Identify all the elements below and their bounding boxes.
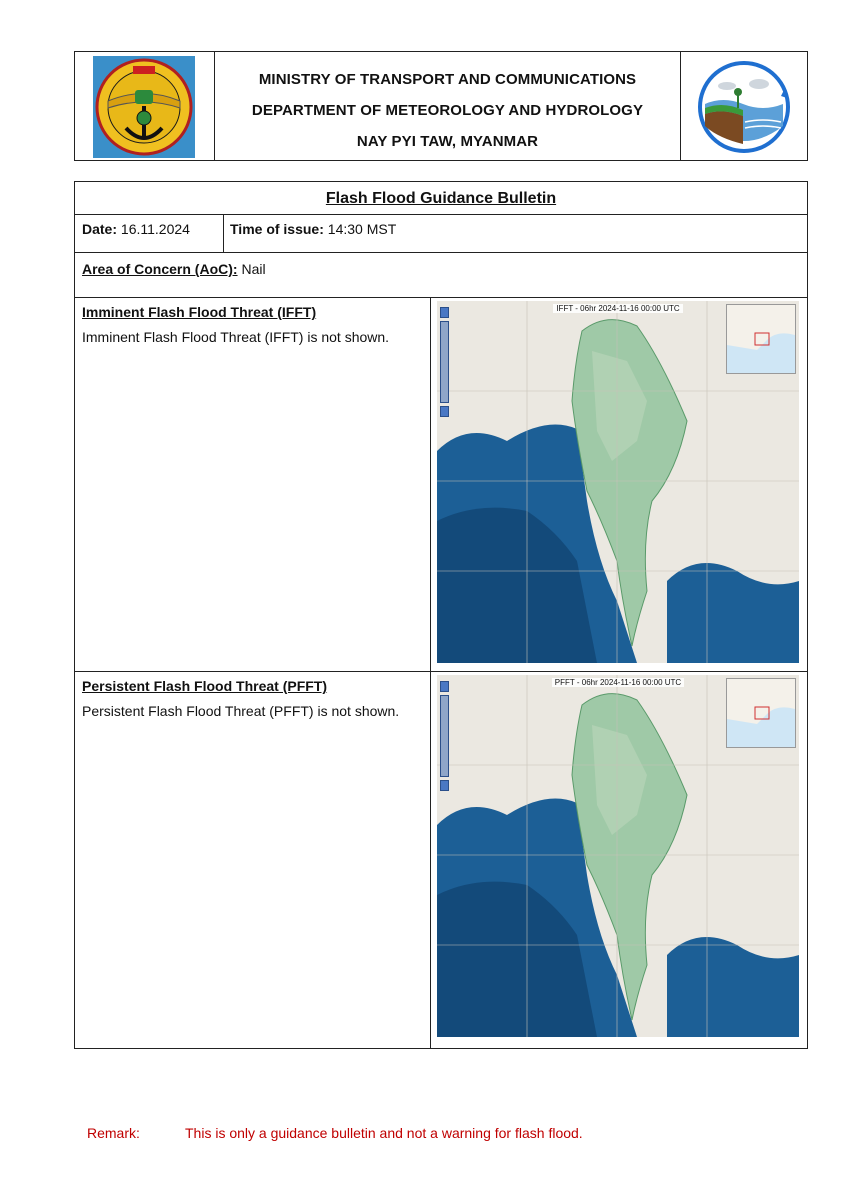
department-logo bbox=[693, 56, 795, 158]
remark-text: This is only a guidance bulletin and not a warning for flash flood. bbox=[185, 1125, 583, 1141]
department-name: DEPARTMENT OF METEOROLOGY AND HYDROLOGY bbox=[251, 102, 644, 119]
aoc-value: Nail bbox=[241, 261, 266, 277]
date-value: 16.11.2024 bbox=[120, 221, 190, 237]
date-label: Date: bbox=[82, 221, 118, 237]
pfft-text-cell bbox=[75, 672, 431, 1048]
ifft-heading: Imminent Flash Flood Threat (IFFT) bbox=[82, 304, 317, 320]
ifft-zoom-control[interactable] bbox=[440, 307, 449, 417]
ifft-map[interactable] bbox=[437, 301, 799, 663]
letterhead-title bbox=[215, 52, 680, 160]
date-time-row bbox=[75, 215, 807, 253]
ifft-section bbox=[75, 298, 807, 672]
zoom-in-icon[interactable] bbox=[440, 681, 449, 692]
aoc-label: Area of Concern (AoC): bbox=[82, 261, 238, 277]
ifft-map-caption: IFFT - 06hr 2024-11-16 00:00 UTC bbox=[437, 304, 799, 313]
remark bbox=[87, 1125, 583, 1141]
bulletin-title: Flash Flood Guidance Bulletin bbox=[75, 182, 807, 215]
zoom-out-icon[interactable] bbox=[440, 406, 449, 417]
ministry-logo bbox=[93, 56, 195, 158]
zoom-slider[interactable] bbox=[440, 695, 449, 777]
pfft-map-caption: PFFT - 06hr 2024-11-16 00:00 UTC bbox=[437, 678, 799, 687]
bulletin-table bbox=[74, 181, 808, 1049]
time-label: Time of issue: bbox=[230, 221, 324, 237]
letterhead-right-cell bbox=[680, 52, 807, 160]
pfft-heading: Persistent Flash Flood Threat (PFFT) bbox=[82, 678, 328, 694]
pfft-description: Persistent Flash Flood Threat (PFFT) is not shown. bbox=[82, 703, 400, 719]
ministry-name: MINISTRY OF TRANSPORT AND COMMUNICATIONS bbox=[258, 71, 637, 88]
area-of-concern-row bbox=[75, 253, 807, 298]
ifft-overview-inset bbox=[726, 304, 796, 374]
letterhead bbox=[74, 51, 808, 161]
letterhead-left-cell bbox=[75, 52, 215, 160]
time-cell bbox=[224, 215, 807, 252]
pfft-overview-inset bbox=[726, 678, 796, 748]
pfft-zoom-control[interactable] bbox=[440, 681, 449, 791]
remark-label: Remark: bbox=[87, 1125, 140, 1141]
pfft-map[interactable] bbox=[437, 675, 799, 1037]
date-cell bbox=[75, 215, 224, 252]
zoom-out-icon[interactable] bbox=[440, 780, 449, 791]
time-value: 14:30 MST bbox=[327, 221, 397, 237]
ifft-text-cell bbox=[75, 298, 431, 671]
zoom-in-icon[interactable] bbox=[440, 307, 449, 318]
ifft-description: Imminent Flash Flood Threat (IFFT) is not shown. bbox=[82, 329, 390, 345]
pfft-section bbox=[75, 672, 807, 1048]
zoom-slider[interactable] bbox=[440, 321, 449, 403]
location-name: NAY PYI TAW, MYANMAR bbox=[356, 133, 539, 150]
